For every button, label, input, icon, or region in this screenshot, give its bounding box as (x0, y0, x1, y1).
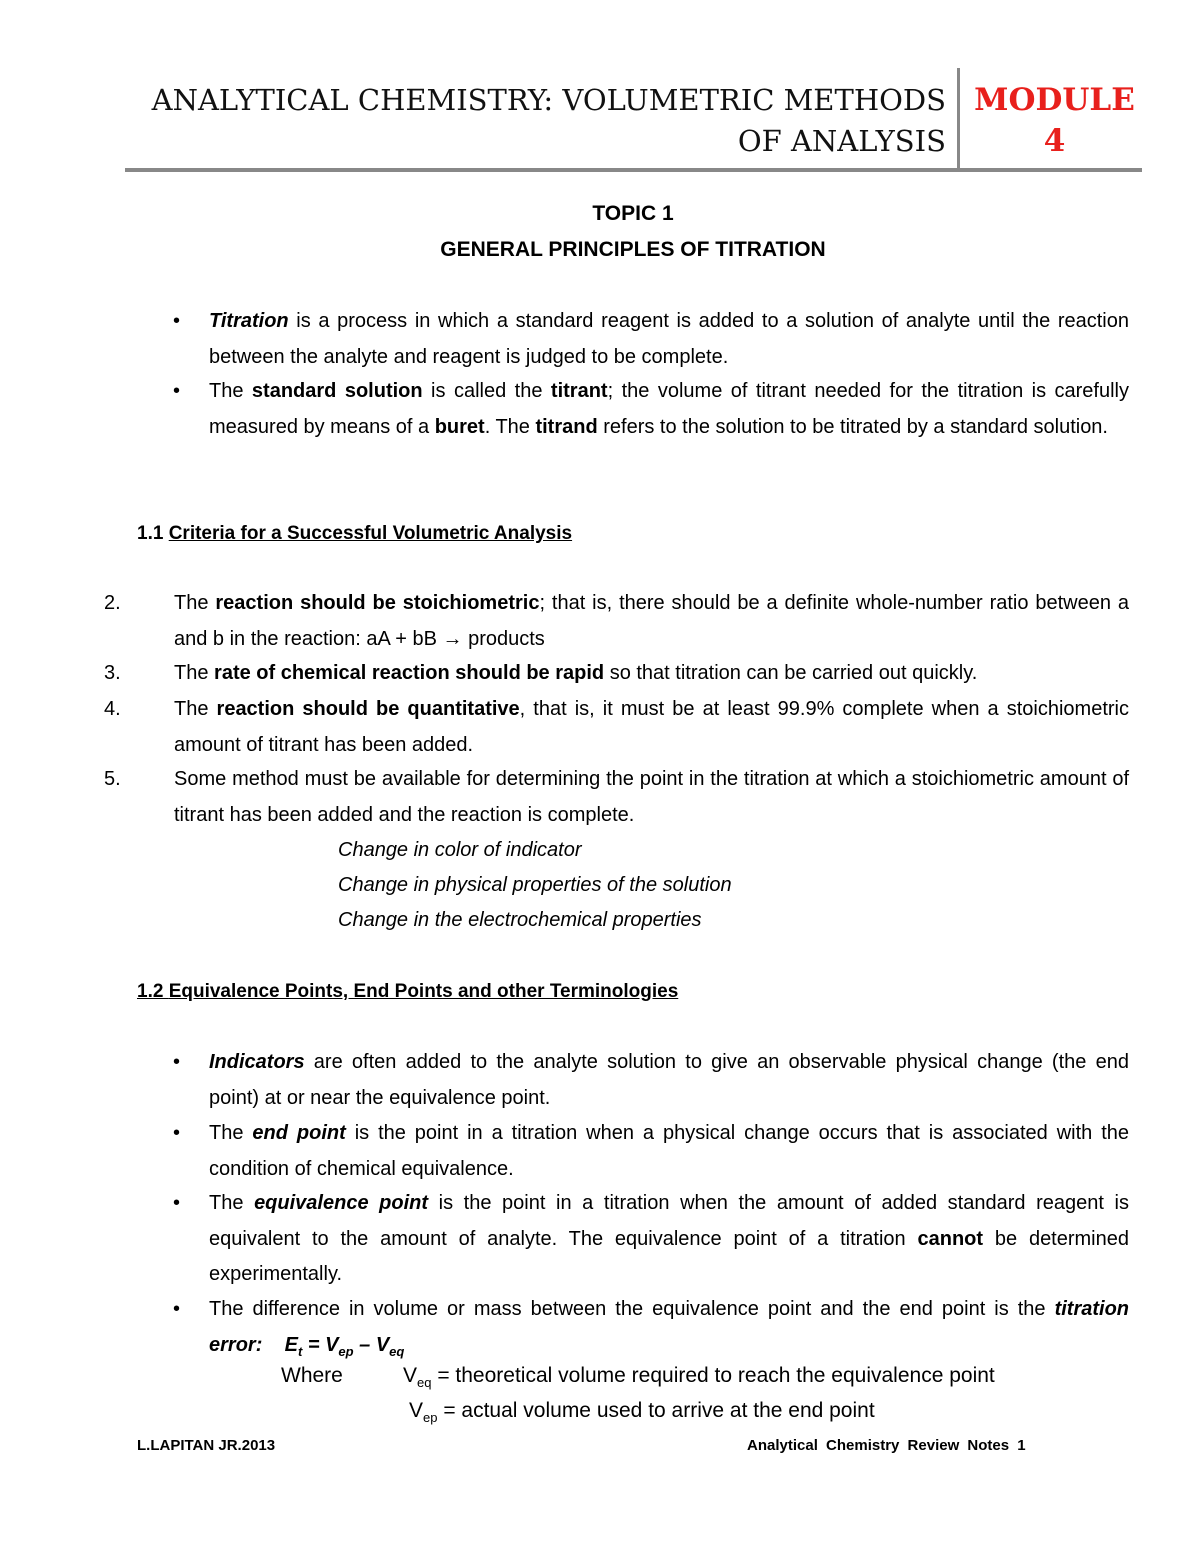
veq-subscript: eq (417, 1375, 432, 1391)
eq-symbol: E (284, 1333, 298, 1356)
veq-symbol: V (403, 1364, 418, 1387)
bullet-text: is the point in a titration when the amount of added standard reagent is equivalent to the amount of analyte. The equivalence point of a titration (209, 1192, 1129, 1250)
item-text: ; that is, there should be a definite whole-number ratio between a and b in the reaction: aA + bB (174, 592, 1130, 650)
term-standard-solution: standard solution (251, 380, 423, 402)
bullet-text: . The (484, 415, 536, 438)
section-number: 1.1 (137, 523, 169, 544)
term-equivalence-point: equivalence point (254, 1192, 429, 1214)
term-titrant: titrant (550, 380, 608, 402)
bullet-marker: • (173, 1122, 181, 1144)
vep-definition: = actual volume used to arrive at the end point (437, 1399, 875, 1422)
section-number: 1.2 (137, 981, 169, 1002)
module-label: MODULE (974, 82, 1135, 118)
veq-definition: = theoretical volume required to reach the equivalence point (431, 1364, 995, 1387)
bullet-text: refers to the solution to be titrated by a standard solution. (597, 415, 1108, 438)
item-text: Some method must be available for determining the point in the titration at which a stoichiometric amount of titrant has been added and the reaction is complete. (174, 768, 1129, 826)
bullet-text: is the point in a titration when a physical change occurs that is associated with the condition of chemical equivalence. (209, 1122, 1130, 1180)
header-rule (125, 168, 1142, 172)
header-title (152, 80, 946, 162)
bullet-end-point (173, 1116, 1130, 1187)
bullet-text: The (209, 380, 252, 402)
bullet-marker: • (173, 1051, 181, 1073)
method-line-3: Change in the electrochemical properties (338, 909, 702, 931)
term-buret: buret (434, 415, 485, 438)
eq-subscript: t (297, 1343, 303, 1359)
bullet-text: The difference in volume or mass between the equivalence point and the end point is the (209, 1298, 1055, 1320)
item-emphasis: reaction should be quantitative (216, 698, 520, 720)
module-badge (967, 80, 1142, 162)
criteria-item-3 (104, 656, 1129, 692)
term-titrand: titrand (535, 415, 598, 438)
section-heading-1-2 (137, 981, 678, 1003)
bullet-equivalence-point (173, 1186, 1129, 1293)
item-number: 2. (104, 592, 121, 614)
footer-page-note: Analytical Chemistry Review Notes 1 (747, 1437, 1026, 1454)
item-emphasis: rate of chemical reaction should be rapid (214, 662, 605, 684)
header-title-line1: ANALYTICAL CHEMISTRY: VOLUMETRIC METHODS (151, 83, 946, 117)
bullet-text: be determined experimentally. (209, 1227, 1129, 1285)
bullet-text: ; the volume of titrant needed for the titration is carefully measured by means of a (209, 380, 1129, 438)
header-divider (957, 68, 960, 170)
bullet-text: is a process in which a standard reagent is added to a solution of analyte until the reaction between the analyte and reagent is judged to be complete. (209, 310, 1129, 368)
criteria-item-5 (104, 762, 1129, 833)
bullet-text: is called the (422, 380, 551, 402)
term-end-point: end point (252, 1122, 346, 1144)
eq-symbol: – V (353, 1333, 390, 1356)
item-text: The (174, 662, 215, 684)
section-title: Criteria for a Successful Volumetric Analysis (168, 523, 573, 544)
bullet-text: The (209, 1122, 253, 1144)
bullet-indicators (173, 1045, 1129, 1116)
intro-bullet-titration (173, 304, 1129, 375)
bullet-text: are often added to the analyte solution to give an observable physical change (the end point) at or near the equivalence point. (209, 1051, 1129, 1109)
criteria-item-2 (104, 586, 1130, 657)
footer-author: L.LAPITAN JR.2013 (137, 1437, 276, 1454)
criteria-item-4 (104, 692, 1129, 763)
section-title: Equivalence Points, End Points and other Terminologies (168, 981, 679, 1002)
term-titration-error: titration error: (209, 1298, 1129, 1356)
intro-bullet-standard-solution (173, 374, 1129, 445)
eq-subscript: eq (389, 1343, 405, 1359)
item-emphasis: reaction should be stoichiometric (215, 592, 540, 614)
module-number: 4 (1043, 123, 1066, 159)
where-veq-line (403, 1364, 995, 1390)
where-vep-line (409, 1399, 875, 1425)
bullet-marker: • (173, 380, 181, 402)
term-titration: Titration (209, 310, 289, 332)
item-text: , that is, it must be at least 99.9% complete when a stoichiometric amount of titrant has been added. (174, 698, 1129, 756)
item-text: so that titration can be carried out quickly. (604, 662, 978, 684)
item-text: The (174, 698, 217, 720)
item-number: 5. (104, 768, 121, 790)
vep-symbol: V (409, 1399, 424, 1422)
where-label: Where (281, 1364, 343, 1387)
eq-subscript: ep (338, 1343, 354, 1359)
section-heading-1-1 (137, 523, 572, 545)
vep-subscript: ep (423, 1410, 438, 1426)
bullet-marker: • (173, 1298, 181, 1320)
term-indicators: Indicators (209, 1051, 305, 1073)
topic-title: GENERAL PRINCIPLES OF TITRATION (440, 238, 826, 261)
term-cannot: cannot (917, 1227, 984, 1250)
topic-label: TOPIC 1 (592, 202, 674, 225)
item-number: 4. (104, 698, 121, 720)
method-line-2: Change in physical properties of the solution (338, 874, 732, 896)
bullet-marker: • (173, 1192, 181, 1214)
item-text: The (174, 592, 216, 614)
header-title-line2: OF ANALYSIS (737, 124, 946, 158)
bullet-text: The (209, 1192, 255, 1214)
item-number: 3. (104, 662, 121, 684)
method-line-1: Change in color of indicator (338, 839, 582, 861)
bullet-marker: • (173, 310, 181, 332)
item-text: products (462, 627, 545, 650)
titration-error-equation (284, 1333, 405, 1359)
bullet-titration-error (173, 1292, 1129, 1369)
page-header (125, 68, 1142, 170)
arrow-icon: → (442, 627, 463, 650)
eq-symbol: = V (302, 1333, 339, 1356)
